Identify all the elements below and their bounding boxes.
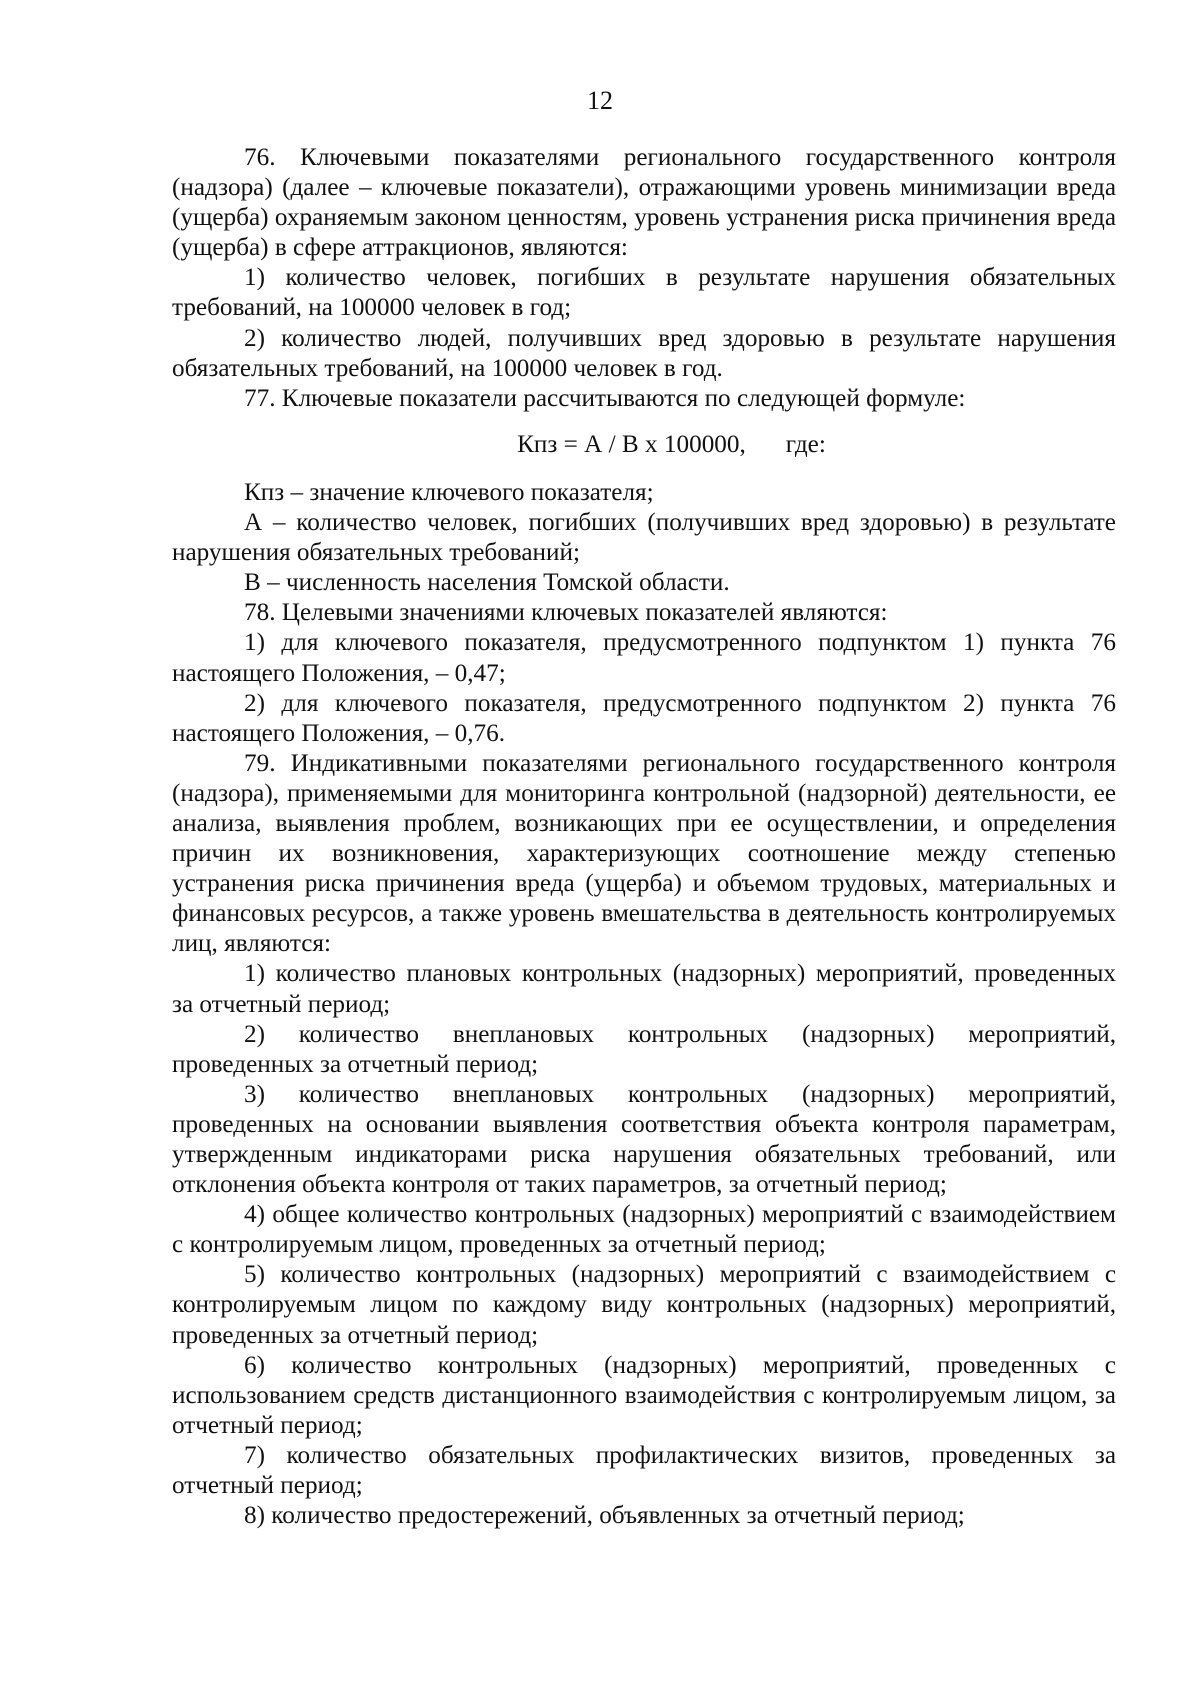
paragraph: 1) для ключевого показателя, предусмотренного подпунктом 1) пункта 76 настоящего Положения, – 0,47; (172, 629, 1116, 687)
paragraph: 2) для ключевого показателя, предусмотренного подпунктом 2) пункта 76 настоящего Положения, – 0,76. (172, 689, 1116, 747)
paragraph: 5) количество контрольных (надзорных) мероприятий с взаимодействием с контролируемым лицом по каждому виду контрольных (надзорных) мероприятий, проведенных за отчетный период; (172, 1261, 1116, 1349)
paragraph: В – численность населения Томской области. (244, 569, 730, 597)
paragraph: 2) количество людей, получивших вред здоровью в результате нарушения обязательных требований, на 100000 человек в год. (172, 324, 1116, 382)
paragraph: 2) количество внеплановых контрольных (надзорных) мероприятий, проведенных за отчетный период; (172, 1020, 1116, 1078)
paragraph: 4) общее количество контрольных (надзорных) мероприятий с взаимодействием с контролируемым лицом, проведенных за отчетный период; (172, 1201, 1116, 1259)
paragraph: 79. Индикативными показателями регионального государственного контроля (надзора), применяемыми для мониторинга контрольной (надзорной) деятельности, ее анализа, выявления проблем, возникающих при ее осуществлении, и определения причин их возникновения, характеризующих соотношение между степенью устранения риска причинения вреда (ущерба) и объемом трудовых, материальных и финансовых ресурсов, а также уровень вмешательства в деятельность контролируемых лиц, являются: (172, 749, 1116, 958)
paragraph: 76. Ключевыми показателями регионального государственного контроля (надзора) (далее – ключевые показатели), отражающими уровень минимизации вреда (ущерба) охраняемым законом ценностям, уровень устранения риска причинения вреда (ущерба) в сфере аттракционов, являются: (172, 144, 1116, 262)
paragraph: Кпз – значение ключевого показателя; (244, 478, 654, 506)
paragraph: 77. Ключевые показатели рассчитываются по следующей формуле: (244, 384, 966, 412)
paragraph: 78. Целевыми значениями ключевых показателей являются: (244, 599, 888, 627)
paragraph: 7) количество обязательных профилактических визитов, проведенных за отчетный период; (172, 1441, 1116, 1500)
paragraph: 6) количество контрольных (надзорных) мероприятий, проведенных с использованием средств дистанционного взаимодействия с контролируемым лицом, за отчетный период; (172, 1351, 1116, 1439)
paragraph: 8) количество предостережений, объявленных за отчетный период; (244, 1502, 965, 1530)
document-body (172, 143, 1116, 1531)
page-number: 12 (587, 86, 613, 115)
formula-expression: Кпз = А / В х 100000, (517, 430, 746, 458)
paragraph: 3) количество внеплановых контрольных (надзорных) мероприятий, проведенных на основании выявления соответствия объекта контроля параметрам, утвержденным индикаторами риска нарушения обязательных требований, или отклонения объекта контроля от таких параметров, за отчетный период; (172, 1080, 1116, 1199)
formula (172, 430, 1116, 460)
paragraph: 1) количество человек, погибших в результате нарушения обязательных требований, на 100000 человек в год; (172, 264, 1116, 322)
formula-where: где: (785, 430, 826, 458)
paragraph: А – количество человек, погибших (получивших вред здоровью) в результате нарушения обязательных требований; (172, 509, 1116, 567)
paragraph: 1) количество плановых контрольных (надзорных) мероприятий, проведенных за отчетный период; (172, 960, 1116, 1018)
